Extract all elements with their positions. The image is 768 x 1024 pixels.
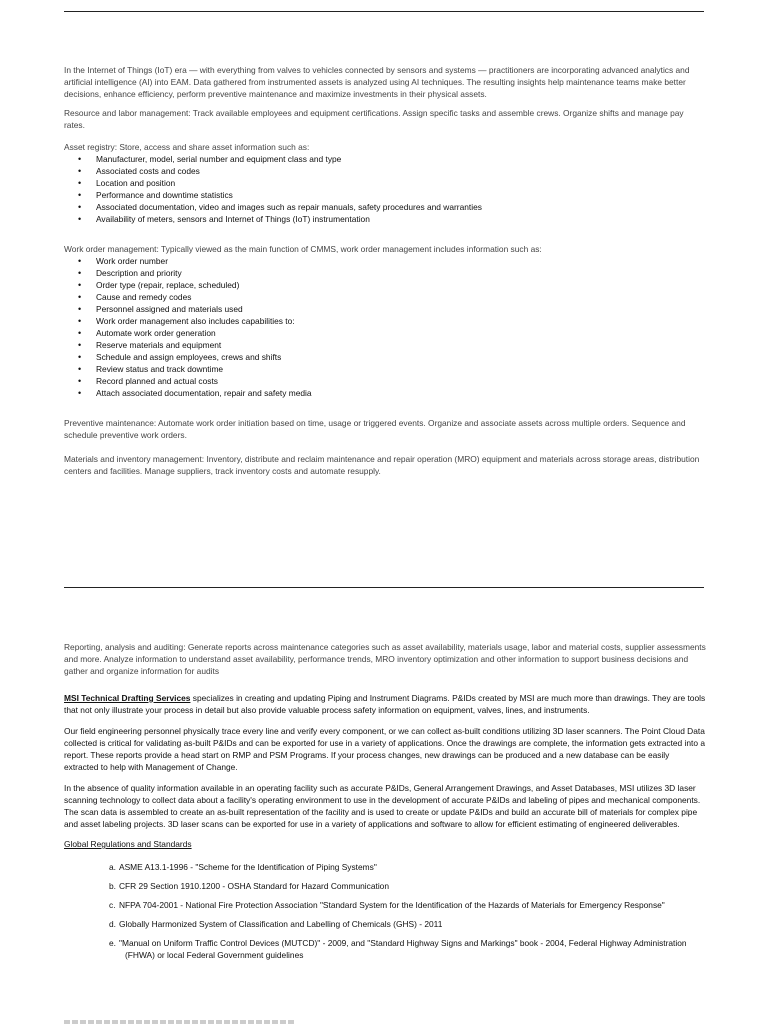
page-break-rule <box>64 587 704 588</box>
list-item: • Attach associated documentation, repair and safety media <box>64 387 706 399</box>
reporting-paragraph: Reporting, analysis and auditing: Generate reports across maintenance categories such as asset availability, materials usage, labor and material costs, supplier assessments and more. Analyze information to understand asset availability, performance trends, MRO inventory optimization and other information to support business decisions and gather and organize information for audits <box>64 642 706 676</box>
work-order-list <box>64 255 706 399</box>
list-item: • Associated costs and codes <box>64 165 706 177</box>
msi-description: specializes in creating and updating Piping and Instrument Diagrams. P&IDs created by MSI are much more than drawings. They are tools that not only illustrate your process in detail but also provide valuable process safety information on equipment, valves, lines, and instruments. <box>64 693 706 715</box>
list-item: • Work order management also includes capabilities to: <box>64 315 706 327</box>
regulations-heading: Global Regulations and Standards <box>64 839 192 849</box>
list-item: c. NFPA 704-2001 - National Fire Protection Association "Standard System for the Identification of the Hazards of Materials for Emergency Response" <box>109 900 665 910</box>
laser-scan-paragraph: In the absence of quality information available in an operating facility such as accurate P&IDs, General Arrangement Drawings, and Asset Databases, MSI utilizes 3D laser scanning technology to collect data about a facility's operating environment to use in the development of accurate P&IDs and labeling of pipes and mechanical components. The scan data is assembled to create an as-built representation of the facility and is used to create or update P&IDs and build an accurate bill of materials for complex pipe and asset labeling projects. 3D laser scans can be exported for use in a variety of applications and software to allow for efficient estimating of engineered deliverables. <box>64 783 701 829</box>
list-item: • Order type (repair, replace, scheduled) <box>64 279 706 291</box>
list-item: • Work order number <box>64 255 706 267</box>
regulations-list <box>64 861 706 961</box>
list-item: • Personnel assigned and materials used <box>64 303 706 315</box>
list-item: • Associated documentation, video and images such as repair manuals, safety procedures and warranties <box>64 201 706 213</box>
resource-paragraph: Resource and labor management: Track available employees and equipment certifications. Assign specific tasks and assemble crews. Organize shifts and manage pay rates. <box>64 108 684 130</box>
list-item: • Cause and remedy codes <box>64 291 706 303</box>
list-item: • Record planned and actual costs <box>64 375 706 387</box>
preventive-paragraph: Preventive maintenance: Automate work order initiation based on time, usage or triggered events. Organize and associate assets across multiple orders. Sequence and schedule preventive work orders. <box>64 418 686 440</box>
clipped-next-line <box>64 1020 294 1024</box>
msi-services-link[interactable]: MSI Technical Drafting Services <box>64 693 191 703</box>
asset-registry-list <box>64 153 706 225</box>
list-item: • Manufacturer, model, serial number and equipment class and type <box>64 153 706 165</box>
list-item: • Performance and downtime statistics <box>64 189 706 201</box>
list-item: • Description and priority <box>64 267 706 279</box>
list-item: • Schedule and assign employees, crews and shifts <box>64 351 706 363</box>
list-item: • Location and position <box>64 177 706 189</box>
list-item: e. "Manual on Uniform Traffic Control Devices (MUTCD)" - 2009, and "Standard Highway Signs and Markings" book - 2004, Federal Highway Administration (FHWA) or local Federal Government guidelines <box>109 938 687 960</box>
list-item: • Reserve materials and equipment <box>64 339 706 351</box>
list-item: • Automate work order generation <box>64 327 706 339</box>
section-msi <box>64 641 706 961</box>
intro-paragraph: In the Internet of Things (IoT) era — with everything from valves to vehicles connected by sensors and systems — practitioners are incorporating advanced analytics and artificial intelligence (AI) into EAM. Data gathered from instrumented assets is analyzed using AI techniques. The resulting insights help maintenance teams make better decisions, enhance efficiency, perform preventive maintenance and maximize investments in their physical assets. <box>64 65 690 99</box>
asset-registry-label: Asset registry: Store, access and share asset information such as: <box>64 142 310 152</box>
page-top-rule <box>64 11 704 12</box>
list-item: d. Globally Harmonized System of Classification and Labelling of Chemicals (GHS) - 2011 <box>109 919 443 929</box>
list-item: a. ASME A13.1-1996 - "Scheme for the Identification of Piping Systems" <box>109 862 377 872</box>
field-engineering-paragraph: Our field engineering personnel physically trace every line and verify every component, or we can collect as-built conditions utilizing 3D laser scanners. The Point Cloud Data collected is critical for validating as-built P&IDs and can be exported for use in a variety of applications. Once the drawings are complete, the information gets extracted into a report. These reports provide a head start on RMP and PSM Programs. If your process changes, new drawings can be produced and a new database can be easily extracted to help with Management of Change. <box>64 726 706 772</box>
list-item: b. CFR 29 Section 1910.1200 - OSHA Standard for Hazard Communication <box>109 881 389 891</box>
list-item: • Availability of meters, sensors and Internet of Things (IoT) instrumentation <box>64 213 706 225</box>
msi-paragraph <box>64 692 706 716</box>
list-item: • Review status and track downtime <box>64 363 706 375</box>
section-eam <box>64 64 706 477</box>
materials-paragraph: Materials and inventory management: Inventory, distribute and reclaim maintenance and repair operation (MRO) equipment and materials across storage areas, distribution centers and facilities. Manage suppliers, track inventory costs and automate resupply. <box>64 454 700 476</box>
work-order-label: Work order management: Typically viewed as the main function of CMMS, work order management includes information such as: <box>64 244 542 254</box>
